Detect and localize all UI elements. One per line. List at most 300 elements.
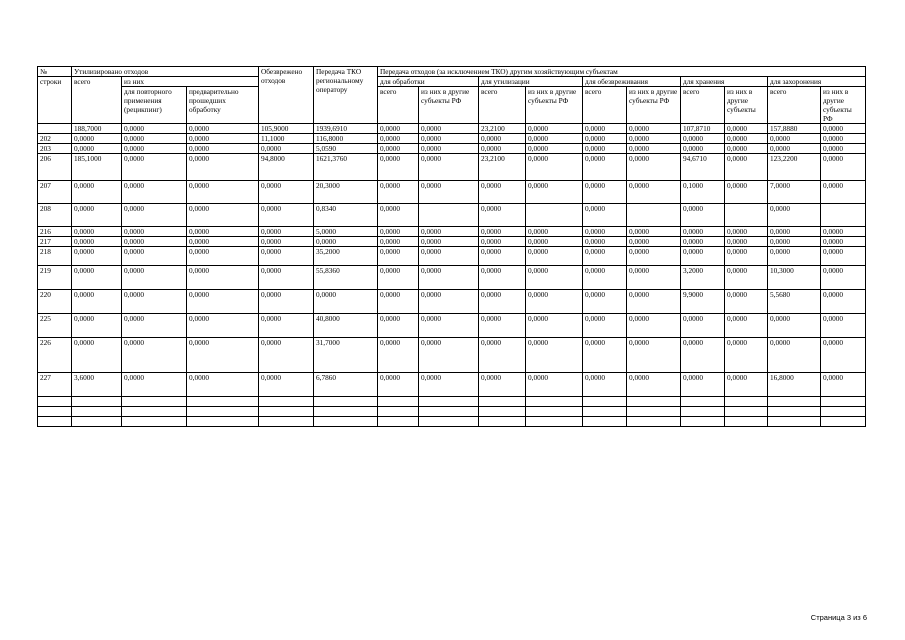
table-cell: 0,0000 (72, 290, 122, 314)
table-cell: 94,6710 (681, 154, 725, 181)
table-cell: 0,0000 (627, 373, 681, 397)
table-cell: 0,0000 (72, 227, 122, 237)
table-cell: 0,0000 (725, 154, 768, 181)
table-cell: 0,0000 (583, 154, 627, 181)
table-cell: 0,0000 (122, 134, 187, 144)
table-row (38, 417, 866, 427)
table-cell: 0,0000 (681, 314, 725, 338)
table-cell (259, 417, 314, 427)
row-number-cell: 208 (38, 204, 72, 227)
table-cell: 0,0000 (259, 181, 314, 204)
table-cell (583, 407, 627, 417)
table-cell: 0,0000 (821, 290, 866, 314)
table-cell (479, 397, 526, 407)
table-cell: 0,0000 (187, 154, 259, 181)
row-number-cell (38, 124, 72, 134)
table-cell: 0,0000 (187, 373, 259, 397)
row-number-cell: 202 (38, 134, 72, 144)
table-cell: 0,0000 (122, 181, 187, 204)
table-cell: 0,0000 (378, 290, 419, 314)
header-utilized: Утилизировано отходов (72, 67, 259, 77)
table-cell: 0,0000 (526, 266, 583, 290)
table-cell: 0,0000 (526, 227, 583, 237)
table-cell: 0,8340 (314, 204, 378, 227)
table-cell: 0,0000 (187, 144, 259, 154)
header-storage-other-rf: из них в другие субъекты (725, 87, 768, 124)
table-cell: 0,0000 (583, 124, 627, 134)
table-cell (72, 407, 122, 417)
table-cell: 0,0000 (419, 373, 479, 397)
table-cell: 0,0000 (72, 338, 122, 373)
table-row (38, 290, 866, 314)
table-cell (72, 397, 122, 407)
table-cell: 1621,3760 (314, 154, 378, 181)
table-row (38, 237, 866, 247)
table-cell: 0,0000 (72, 134, 122, 144)
table-cell: 0,0000 (821, 134, 866, 144)
table-cell: 0,0000 (187, 237, 259, 247)
table-cell: 0,0000 (122, 290, 187, 314)
table-cell: 0,0000 (122, 314, 187, 338)
table-cell: 0,0000 (583, 247, 627, 266)
table-cell: 0,0000 (378, 338, 419, 373)
table-cell: 123,2200 (768, 154, 821, 181)
table-cell: 0,0000 (627, 338, 681, 373)
table-cell: 0,0000 (378, 247, 419, 266)
header-for-storage: для хранения (681, 77, 768, 87)
table-cell: 0,0000 (821, 144, 866, 154)
table-cell: 0,0000 (725, 134, 768, 144)
page-number: Страница 3 из 6 (810, 613, 867, 622)
table-cell: 0,0000 (681, 204, 725, 227)
table-cell: 0,0000 (378, 154, 419, 181)
table-cell (627, 204, 681, 227)
table-cell (583, 397, 627, 407)
table-cell: 0,0000 (187, 338, 259, 373)
table-cell: 0,0000 (526, 144, 583, 154)
table-cell (821, 397, 866, 407)
table-cell: 0,0000 (725, 290, 768, 314)
row-number-cell (38, 417, 72, 427)
table-cell: 0,0000 (583, 181, 627, 204)
table-cell (378, 407, 419, 417)
table-cell: 0,0000 (187, 247, 259, 266)
table-cell (187, 397, 259, 407)
table-cell: 0,0000 (378, 237, 419, 247)
table-cell: 0,0000 (187, 266, 259, 290)
table-cell: 0,0000 (419, 338, 479, 373)
table-cell: 0,0000 (821, 124, 866, 134)
table-cell: 0,0000 (72, 181, 122, 204)
table-cell: 0,0000 (768, 144, 821, 154)
table-cell: 0,0000 (725, 338, 768, 373)
table-row (38, 227, 866, 237)
table-cell: 0,0000 (725, 181, 768, 204)
table-cell: 0,0000 (378, 314, 419, 338)
table-cell: 0,0000 (259, 237, 314, 247)
table-cell: 0,0000 (583, 314, 627, 338)
table-cell (259, 407, 314, 417)
table-cell: 0,0000 (479, 144, 526, 154)
table-cell: 16,8000 (768, 373, 821, 397)
table-cell: 0,0000 (583, 134, 627, 144)
table-cell (768, 397, 821, 407)
table-cell: 0,0000 (725, 237, 768, 247)
table-cell: 0,0000 (72, 314, 122, 338)
table-cell: 0,0000 (479, 314, 526, 338)
table-cell: 31,7000 (314, 338, 378, 373)
table-cell: 0,0000 (768, 338, 821, 373)
table-cell: 0,0000 (821, 154, 866, 181)
table-cell: 0,0000 (526, 154, 583, 181)
table-cell: 5,5680 (768, 290, 821, 314)
table-cell: 0,0000 (419, 134, 479, 144)
table-cell: 0,0000 (627, 227, 681, 237)
table-cell: 0,0000 (122, 124, 187, 134)
table-cell: 0,0000 (259, 247, 314, 266)
row-number-cell: 218 (38, 247, 72, 266)
table-cell (681, 417, 725, 427)
table-cell (479, 417, 526, 427)
table-cell: 94,8000 (259, 154, 314, 181)
header-processing-other-rf: из них в другие субъекты РФ (419, 87, 479, 124)
table-row (38, 144, 866, 154)
header-burial-other-rf: из них в другие субъекты РФ (821, 87, 866, 124)
table-cell: 0,0000 (419, 154, 479, 181)
table-row (38, 338, 866, 373)
table-cell: 0,0000 (378, 124, 419, 134)
table-row (38, 314, 866, 338)
table-cell: 0,0000 (725, 314, 768, 338)
header-of-them: из них (122, 77, 259, 87)
table-cell (627, 417, 681, 427)
table-cell: 0,0000 (122, 227, 187, 237)
table-cell: 0,0000 (419, 290, 479, 314)
table-cell: 0,0000 (725, 247, 768, 266)
row-number-cell: 216 (38, 227, 72, 237)
row-number-cell: 220 (38, 290, 72, 314)
table-cell: 0,0000 (378, 373, 419, 397)
table-cell: 0,0000 (627, 266, 681, 290)
table-cell: 0,0000 (378, 134, 419, 144)
table-cell: 0,0000 (627, 144, 681, 154)
table-cell: 0,0000 (821, 338, 866, 373)
table-cell: 0,0000 (419, 314, 479, 338)
table-cell: 0,0000 (583, 338, 627, 373)
table-cell: 0,0000 (479, 373, 526, 397)
row-number-cell: 226 (38, 338, 72, 373)
table-cell: 0,0000 (768, 247, 821, 266)
table-cell: 0,0000 (419, 144, 479, 154)
table-cell: 0,0000 (627, 247, 681, 266)
table-cell: 0,0000 (627, 181, 681, 204)
table-cell (259, 397, 314, 407)
table-cell (821, 417, 866, 427)
table-cell (72, 417, 122, 427)
table-cell: 0,0000 (821, 266, 866, 290)
table-cell: 7,0000 (768, 181, 821, 204)
table-cell: 0,0000 (681, 338, 725, 373)
row-number-cell (38, 407, 72, 417)
table-cell (122, 397, 187, 407)
table-cell: 0,0000 (768, 134, 821, 144)
table-cell: 0,0000 (725, 144, 768, 154)
table-cell (681, 397, 725, 407)
header-pretreat: предварительно прошедших обработку (187, 87, 259, 124)
table-cell: 0,0000 (583, 204, 627, 227)
table-cell: 3,6000 (72, 373, 122, 397)
table-row (38, 266, 866, 290)
header-utilization-total: всего (479, 87, 526, 124)
header-utilized-total: всего (72, 77, 122, 124)
report-body (38, 124, 866, 427)
table-cell: 157,8880 (768, 124, 821, 134)
table-cell: 0,0000 (378, 266, 419, 290)
table-cell: 0,0000 (725, 124, 768, 134)
table-cell: 0,0000 (419, 124, 479, 134)
table-cell (122, 417, 187, 427)
table-cell (314, 417, 378, 427)
table-cell: 0,0000 (583, 237, 627, 247)
header-transfer-main: Передача отходов (за исключением ТКО) другим хозяйствующим субъектам (378, 67, 866, 77)
table-cell: 0,0000 (681, 237, 725, 247)
row-number-cell: 206 (38, 154, 72, 181)
table-cell: 0,0000 (187, 124, 259, 134)
table-row (38, 407, 866, 417)
table-cell (378, 397, 419, 407)
row-number-cell: 207 (38, 181, 72, 204)
table-cell (627, 407, 681, 417)
table-cell: 35,2000 (314, 247, 378, 266)
table-cell: 9,9000 (681, 290, 725, 314)
table-cell: 0,0000 (122, 247, 187, 266)
table-cell: 0,0000 (419, 237, 479, 247)
table-cell: 0,0000 (821, 373, 866, 397)
table-cell (419, 407, 479, 417)
table-cell (768, 407, 821, 417)
table-cell: 5,0590 (314, 144, 378, 154)
table-cell: 0,0000 (526, 314, 583, 338)
header-no: № (38, 67, 72, 77)
table-cell: 0,0000 (479, 134, 526, 144)
table-cell: 0,0000 (122, 237, 187, 247)
table-cell: 0,0000 (122, 266, 187, 290)
table-cell: 0,0000 (72, 247, 122, 266)
table-row (38, 373, 866, 397)
table-cell: 10,3000 (768, 266, 821, 290)
table-cell: 0,0000 (821, 247, 866, 266)
table-cell: 5,0000 (314, 227, 378, 237)
table-cell (768, 417, 821, 427)
header-for-processing: для обработки (378, 77, 479, 87)
table-cell: 0,0000 (627, 154, 681, 181)
row-number-cell: 219 (38, 266, 72, 290)
table-cell: 0,0000 (314, 237, 378, 247)
table-cell: 0,0000 (259, 373, 314, 397)
table-cell: 0,0000 (122, 204, 187, 227)
table-cell (378, 417, 419, 427)
table-cell (725, 417, 768, 427)
header-row-no: строки (38, 77, 72, 124)
table-cell: 0,0000 (479, 290, 526, 314)
table-cell: 0,0000 (681, 144, 725, 154)
table-cell: 0,0000 (72, 204, 122, 227)
table-cell: 0,0000 (187, 290, 259, 314)
table-cell: 0,0000 (768, 314, 821, 338)
table-cell: 0,0000 (72, 266, 122, 290)
table-cell (419, 417, 479, 427)
table-cell: 11,1000 (259, 134, 314, 144)
table-cell: 116,8000 (314, 134, 378, 144)
table-cell: 0,0000 (479, 227, 526, 237)
table-cell: 1939,6910 (314, 124, 378, 134)
table-cell: 0,0000 (627, 134, 681, 144)
table-cell: 0,0000 (259, 204, 314, 227)
table-cell: 0,0000 (378, 144, 419, 154)
table-cell (122, 407, 187, 417)
table-cell: 0,0000 (479, 237, 526, 247)
table-cell (681, 407, 725, 417)
table-cell: 0,0000 (378, 204, 419, 227)
table-cell: 0,0000 (526, 237, 583, 247)
table-cell: 0,0000 (479, 247, 526, 266)
table-cell: 0,0000 (725, 266, 768, 290)
table-cell: 0,0000 (419, 247, 479, 266)
table-cell: 20,3000 (314, 181, 378, 204)
table-cell: 0,0000 (583, 227, 627, 237)
table-cell: 0,0000 (419, 266, 479, 290)
table-cell: 6,7860 (314, 373, 378, 397)
table-cell: 105,9000 (259, 124, 314, 134)
table-cell: 0,0000 (259, 266, 314, 290)
table-row (38, 397, 866, 407)
table-cell: 0,0000 (259, 144, 314, 154)
table-cell: 0,0000 (583, 266, 627, 290)
table-cell: 185,1000 (72, 154, 122, 181)
table-cell: 23,2100 (479, 154, 526, 181)
table-cell: 0,0000 (526, 290, 583, 314)
table-cell: 0,0000 (821, 314, 866, 338)
table-cell: 0,1000 (681, 181, 725, 204)
table-row (38, 134, 866, 144)
table-cell: 0,0000 (681, 227, 725, 237)
table-cell (821, 407, 866, 417)
table-cell: 0,0000 (259, 227, 314, 237)
table-cell: 0,0000 (681, 373, 725, 397)
table-cell (725, 397, 768, 407)
table-cell: 0,0000 (122, 144, 187, 154)
table-cell: 0,0000 (72, 237, 122, 247)
table-cell: 23,2100 (479, 124, 526, 134)
table-cell: 0,0000 (122, 373, 187, 397)
table-cell: 0,0000 (419, 181, 479, 204)
table-cell (314, 407, 378, 417)
table-cell: 0,0000 (419, 227, 479, 237)
header-reuse: для повторного применения (рецикпинг) (122, 87, 187, 124)
table-cell: 0,0000 (681, 134, 725, 144)
table-cell: 0,0000 (187, 181, 259, 204)
table-cell: 0,0000 (627, 314, 681, 338)
table-cell: 0,0000 (583, 144, 627, 154)
table-cell: 0,0000 (479, 181, 526, 204)
table-cell: 0,0000 (314, 290, 378, 314)
table-cell: 0,0000 (821, 227, 866, 237)
table-row (38, 247, 866, 266)
table-cell: 0,0000 (259, 314, 314, 338)
header-for-neutralization: для обезвреживания (583, 77, 681, 87)
row-number-cell: 217 (38, 237, 72, 247)
waste-report-table (37, 66, 866, 427)
table-cell: 0,0000 (187, 204, 259, 227)
table-cell: 0,0000 (526, 124, 583, 134)
table-cell: 0,0000 (479, 266, 526, 290)
table-cell: 0,0000 (526, 181, 583, 204)
header-for-utilization: для утилизации (479, 77, 583, 87)
table-cell: 0,0000 (72, 144, 122, 154)
table-cell: 188,7000 (72, 124, 122, 134)
table-cell: 0,0000 (187, 227, 259, 237)
table-row (38, 154, 866, 181)
header-burial-total: всего (768, 87, 821, 124)
table-cell: 0,0000 (627, 124, 681, 134)
table-cell: 0,0000 (122, 154, 187, 181)
table-cell (187, 417, 259, 427)
table-cell (314, 397, 378, 407)
table-cell: 55,8360 (314, 266, 378, 290)
table-cell: 0,0000 (526, 373, 583, 397)
table-cell: 0,0000 (526, 247, 583, 266)
table-cell: 0,0000 (768, 237, 821, 247)
table-cell (627, 397, 681, 407)
table-cell: 0,0000 (479, 204, 526, 227)
header-neutralized: Обезврежено отходов (259, 67, 314, 124)
table-cell (526, 417, 583, 427)
table-cell: 0,0000 (259, 338, 314, 373)
header-tko-transfer: Передача ТКО региональному оператору (314, 67, 378, 124)
table-cell: 0,0000 (378, 181, 419, 204)
table-cell: 107,8710 (681, 124, 725, 134)
table-cell (583, 417, 627, 427)
table-cell: 0,0000 (526, 338, 583, 373)
table-cell (526, 407, 583, 417)
row-number-cell: 227 (38, 373, 72, 397)
table-cell: 0,0000 (187, 134, 259, 144)
table-cell (479, 407, 526, 417)
table-cell: 0,0000 (768, 204, 821, 227)
header-neutralization-other-rf: из них в другие субъекты РФ (627, 87, 681, 124)
header-for-burial: для захоронения (768, 77, 866, 87)
header-neutralization-total: всего (583, 87, 627, 124)
table-cell: 0,0000 (627, 237, 681, 247)
row-number-cell (38, 397, 72, 407)
table-cell: 0,0000 (725, 227, 768, 237)
table-cell: 0,0000 (526, 134, 583, 144)
header-utilization-other-rf: из них в другие субъекты РФ (526, 87, 583, 124)
table-cell: 0,0000 (768, 227, 821, 237)
table-cell: 40,8000 (314, 314, 378, 338)
table-cell (725, 407, 768, 417)
table-cell (419, 397, 479, 407)
table-cell: 0,0000 (378, 227, 419, 237)
table-cell: 0,0000 (259, 290, 314, 314)
table-cell (419, 204, 479, 227)
table-cell: 0,0000 (583, 290, 627, 314)
table-cell (526, 397, 583, 407)
table-cell (821, 204, 866, 227)
table-cell: 0,0000 (583, 373, 627, 397)
table-cell: 0,0000 (681, 247, 725, 266)
row-number-cell: 225 (38, 314, 72, 338)
